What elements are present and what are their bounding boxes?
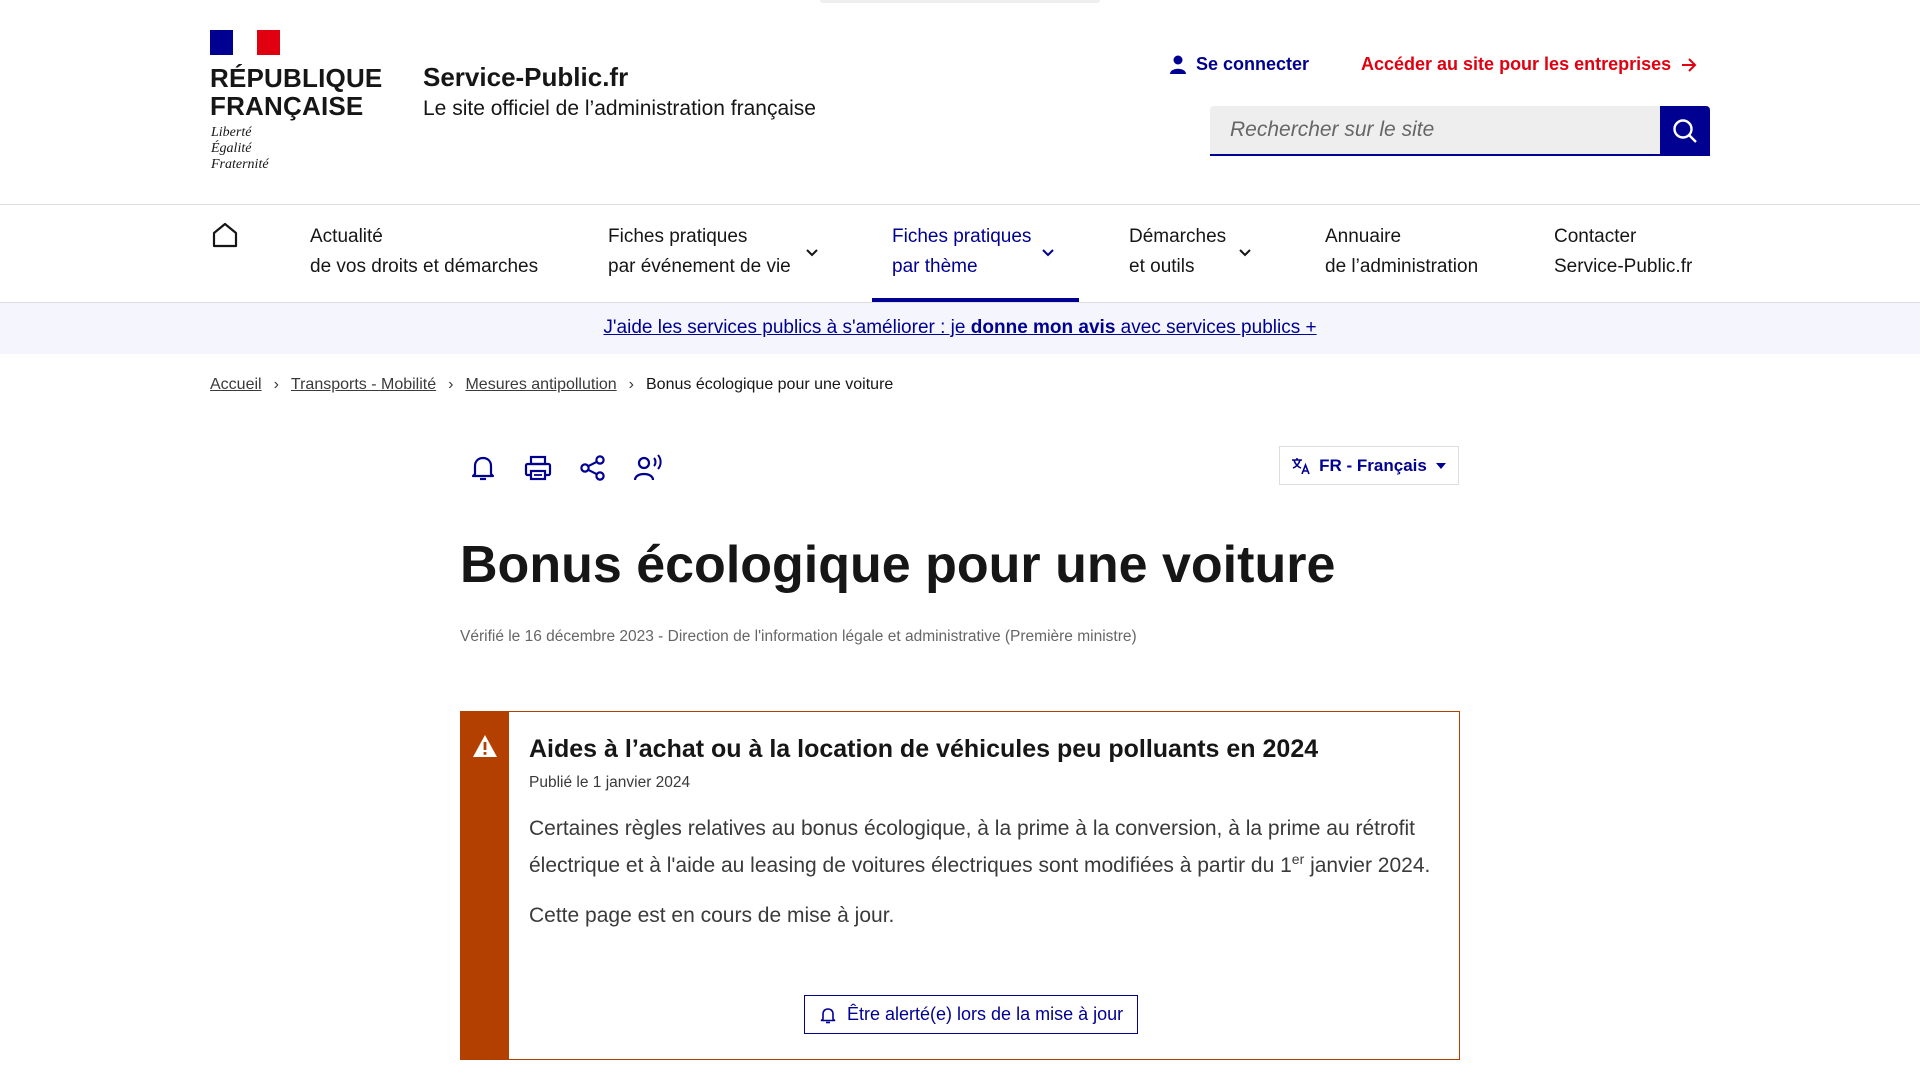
logo-line-1: RÉPUBLIQUE [210,63,383,93]
nav-item-fiches-theme-line1: Fiches pratiques [892,226,1032,247]
nav-item-actualite-line2: de vos droits et démarches [310,256,539,277]
motto-liberte: Liberté [211,125,252,140]
site-header [0,0,1920,205]
chevron-down-icon [1041,248,1055,258]
nav-active-indicator [872,298,1079,302]
nav-item-fiches-evenement-line2: par événement de vie [608,256,791,277]
feedback-text-1: J'aide les services publics à s'améliorer : je [603,317,971,338]
breadcrumb-current: Bonus écologique pour une voiture [646,376,894,393]
login-label: Se connecter [1196,54,1310,74]
breadcrumb [210,376,893,394]
breadcrumb-mesures[interactable]: Mesures antipollution [465,376,617,393]
nav-home[interactable] [212,222,238,253]
page-title: Bonus écologique pour une voiture [460,536,1336,594]
enterprise-site-label: Accéder au site pour les entreprises [1361,54,1672,74]
alert-body [509,712,1459,1059]
print-icon [522,452,554,484]
bell-icon [819,1006,837,1024]
search-input[interactable] [1210,106,1660,156]
print-button[interactable] [522,452,554,484]
breadcrumb-separator-icon: › [273,376,279,393]
alert-side-bar [461,712,509,1059]
login-link[interactable] [1170,54,1309,75]
nav-item-fiches-theme-line2: par thème [892,256,978,277]
nav-item-fiches-evenement[interactable] [608,222,791,282]
feedback-banner [0,303,1920,354]
nav-item-annuaire[interactable] [1325,222,1478,282]
warning-alert [460,711,1460,1060]
share-button[interactable] [577,452,609,484]
breadcrumb-separator-icon: › [448,376,454,393]
search-icon [1672,118,1698,144]
nav-item-demarches-line1: Démarches [1129,226,1227,247]
bell-icon [467,452,499,484]
nav-item-fiches-theme[interactable] [892,222,1031,282]
alert-text-update: Cette page est en cours de mise à jour. [529,904,895,927]
nav-item-demarches-line2: et outils [1129,256,1195,277]
nav-item-fiches-evenement-line1: Fiches pratiques [608,226,748,247]
translate-icon [1291,457,1311,475]
alert-text [529,814,1449,881]
feedback-link[interactable] [0,317,1920,339]
site-name[interactable]: Service-Public.fr [423,62,629,92]
alert-me-label: Être alerté(e) lors de la mise à jour [847,1004,1124,1024]
search-button[interactable] [1660,106,1710,156]
breadcrumb-accueil[interactable]: Accueil [210,376,262,393]
arrow-right-icon [1681,58,1697,72]
nav-item-annuaire-line2: de l’administration [1325,256,1479,277]
warning-icon [472,734,498,758]
republique-francaise-flag-logo[interactable] [210,30,280,55]
chevron-down-icon [805,248,819,258]
search-bar [1210,106,1710,156]
nav-item-contacter[interactable] [1554,222,1692,282]
alert-text-sup: er [1291,851,1305,867]
breadcrumb-separator-icon: › [628,376,634,393]
user-icon [1170,55,1186,74]
nav-item-contacter-line1: Contacter [1554,226,1637,247]
motto-fraternite: Fraternité [211,157,269,172]
home-icon [212,222,238,248]
alert-me-button[interactable] [804,995,1138,1034]
breadcrumb-transports[interactable]: Transports - Mobilité [290,376,437,393]
top-shadow [820,0,1100,3]
caret-down-icon [1435,462,1447,470]
alert-text-end: janvier 2024. [1304,854,1431,877]
chevron-down-icon [1238,248,1252,258]
listen-icon [632,452,664,484]
subscribe-alert-button[interactable] [467,452,499,484]
motto-egalite: Égalité [211,141,252,156]
verification-info: Vérifié le 16 décembre 2023 - Direction de l'information légale et administrative (Première ministre) [460,628,1137,645]
nav-item-annuaire-line1: Annuaire [1325,226,1402,247]
republique-francaise-logo[interactable] [210,64,382,120]
listen-button[interactable] [632,452,664,484]
alert-title: Aides à l’achat ou à la location de véhicules peu polluants en 2024 [529,735,1319,763]
logo-line-2: FRANÇAISE [210,91,364,121]
site-tagline: Le site officiel de l’administration française [423,97,816,120]
nav-item-actualite[interactable] [310,222,538,282]
nav-item-demarches[interactable] [1129,222,1226,282]
enterprise-site-link[interactable] [1361,54,1697,75]
alert-date: Publié le 1 janvier 2024 [529,774,691,791]
feedback-text-2: avec services publics + [1115,317,1317,338]
language-label: FR - Français [1319,455,1427,475]
alert-text-main: Certaines règles relatives au bonus écologique, à la prime à la conversion, à la prime au rétrofit électrique et à l'aide au leasing de voitures électriques sont modifiées à partir du 1 [529,817,1415,877]
language-selector[interactable] [1279,446,1459,485]
motto [211,125,269,173]
share-icon [577,452,609,484]
nav-item-contacter-line2: Service-Public.fr [1554,256,1693,277]
nav-item-actualite-line1: Actualité [310,226,383,247]
feedback-text-bold: donne mon avis [970,317,1116,338]
